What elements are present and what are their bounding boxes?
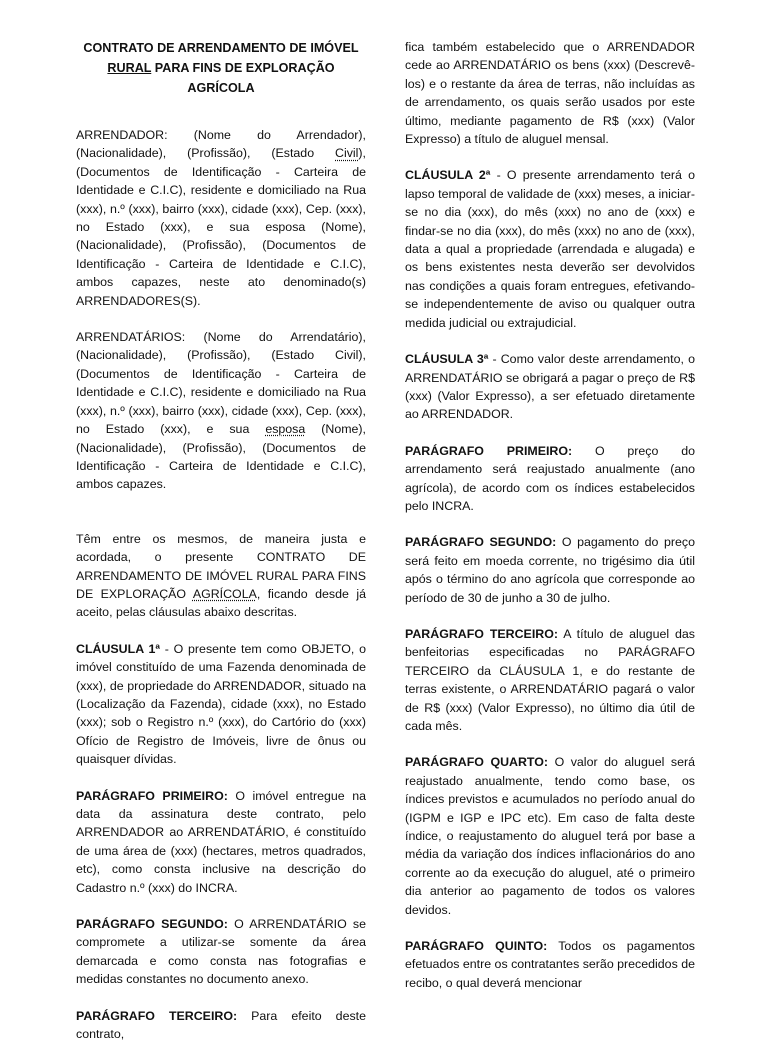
document-title bbox=[76, 38, 366, 98]
left-paragrafo-terceiro bbox=[76, 1007, 366, 1044]
right-paragrafo-quarto-label: PARÁGRAFO QUARTO: bbox=[405, 755, 549, 770]
left-paragrafo-segundo-text: O ARRENDATÁRIO se compromete a utilizar-se somente da área demarcada e como consta nas fotografias e medidas constantes no documento anexo. bbox=[76, 917, 366, 987]
right-paragrafo-quarto bbox=[405, 753, 695, 919]
left-paragrafo-segundo bbox=[76, 915, 366, 989]
right-paragrafo-terceiro-label: PARÁGRAFO TERCEIRO: bbox=[405, 626, 558, 641]
left-column bbox=[76, 38, 366, 1061]
arrendador-text-b: ), (Documentos de Identificação - Carteira de Identidade e C.I.C), residente e domiciliado na Rua (xxx), n.º (xxx), bairro (xxx), cidade (xxx), Cep. (xxx), no Estado (xxx), e sua esposa (Nome), (Nacionalidade), (Profissão), (Documentos de Identificação - Carteira de Identidade e C.I.C), ambos capazes, neste ato denominado(s) ARRENDADORES(S). bbox=[76, 146, 366, 308]
right-paragrafo-segundo-label: PARÁGRAFO SEGUNDO: bbox=[405, 535, 557, 550]
right-paragrafo-quarto-text: O valor do aluguel será reajustado anualmente, tendo como base, os índices previstos e acumulados no período anual do (IGPM e IGP e IPC etc). Em caso de falta deste índice, o reajustamento do aluguel terá por base a média da variação dos índices inflacionários do ano corrente ao da execução do aluguel, até o primeiro dia anterior ao pagamento de todos os valores devidos. bbox=[405, 755, 695, 917]
title-line-1: CONTRATO DE ARRENDAMENTO DE IMÓVEL bbox=[83, 41, 359, 55]
clausula-1-text: - O presente tem como OBJETO, o imóvel constituído de uma Fazenda denominada de (xxx), de propriedade do ARRENDADOR, situado na (Localização da Fazenda), cidade (xxx), no Estado (xxx); sob o Registro n.º (xxx), do Cartório do (xxx) Ofício de Registro de Imóveis, livre de ônus ou quaisquer dívidas. bbox=[76, 641, 366, 767]
clausula-1-label: CLÁUSULA 1ª bbox=[76, 641, 160, 656]
right-paragrafo-primeiro bbox=[405, 442, 695, 516]
left-paragrafo-terceiro-text: Para efeito deste contrato, bbox=[76, 1008, 366, 1042]
left-paragrafo-primeiro-label: PARÁGRAFO PRIMEIRO: bbox=[76, 788, 228, 803]
clausula-3 bbox=[405, 350, 695, 424]
intro-text-b: , ficando desde já aceito, pelas cláusulas abaixo descritas. bbox=[76, 586, 366, 620]
arrendatarios-paragraph bbox=[76, 328, 366, 494]
right-continuation: fica também estabelecido que o ARRENDADOR cede ao ARRENDATÁRIO os bens (xxx) (Descrevê-los) e o restante da área de terras, não incluídas as de arrendamento, os quais serão usados por este último, mediante pagamento de R$ (xxx) (Valor Expresso) a título de aluguel mensal. bbox=[405, 40, 695, 147]
clausula-3-text: - Como valor deste arrendamento, o ARRENDATÁRIO se obrigará a pagar o preço de R$ (xxx) (Valor Expresso), a ser efetuado diretamente ao ARRENDADOR. bbox=[405, 352, 695, 422]
left-paragrafo-segundo-label: PARÁGRAFO SEGUNDO: bbox=[76, 917, 228, 932]
clausula-2-label: CLÁUSULA 2ª bbox=[405, 168, 491, 183]
right-paragrafo-terceiro-text: A título de aluguel das benfeitorias especificadas no PARÁGRAFO TERCEIRO da CLÁUSULA 1, e do restante de terras existente, o ARRENDATÁRIO pagará o valor de R$ (xxx) (Valor Expresso), no último dia útil de cada mês. bbox=[405, 626, 695, 733]
title-line-2: PARA FINS DE EXPLORAÇÃO AGRÍCOLA bbox=[151, 61, 335, 95]
clausula-1 bbox=[76, 640, 366, 769]
arrendatarios-text-b: (Nome), (Nacionalidade), (Profissão), (Documentos de Identificação - Carteira de Identidade e C.I.C), ambos capazes. bbox=[76, 422, 366, 492]
clausula-2 bbox=[405, 166, 695, 332]
left-paragrafo-primeiro bbox=[76, 787, 366, 897]
right-paragrafo-terceiro bbox=[405, 625, 695, 735]
arrendador-paragraph bbox=[76, 126, 366, 310]
clausula-3-label: CLÁUSULA 3ª bbox=[405, 352, 489, 367]
left-paragrafo-primeiro-text: O imóvel entregue na data da assinatura deste contrato, pelo ARRENDADOR ao ARRENDATÁRIO, é constituído de uma área de (xxx) (hectares, metros quadrados, etc), como consta inclusive na descrição do Cadastro n.º (xxx) do INCRA. bbox=[76, 788, 366, 895]
arrendador-civil: Civil bbox=[335, 146, 359, 161]
clausula-2-text: - O presente arrendamento terá o lapso temporal de validade de (xxx) meses, a iniciar-se no dia (xxx), do mês (xxx) no ano de (xxx) e findar-se no dia (xxx), do mês (xxx) no ano de (xxx), data a qual a propriedade (arrendada e alugada) e os bens existentes nesta deverão ser devolvidos nas condições a quais foram entregues, efetivando-se independentemente de aviso ou qualquer outra medida judicial ou extrajudicial. bbox=[405, 168, 695, 330]
right-paragrafo-quinto-label: PARÁGRAFO QUINTO: bbox=[405, 939, 548, 954]
right-paragrafo-quinto bbox=[405, 937, 695, 992]
title-rural: RURAL bbox=[107, 61, 152, 75]
intro-text-a: Têm entre os mesmos, de maneira justa e acordada, o presente CONTRATO DE ARRENDAMENTO DE IMÓVEL RURAL PARA FINS DE EXPLORAÇÃO bbox=[76, 531, 366, 601]
arrendatarios-esposa: esposa bbox=[265, 422, 306, 437]
right-paragrafo-segundo bbox=[405, 533, 695, 607]
right-paragrafo-primeiro-text: O preço do arrendamento será reajustado anualmente (ano agrícola), de acordo com os índices estabelecidos pelo INCRA. bbox=[405, 443, 695, 513]
right-paragrafo-quinto-text: Todos os pagamentos efetuados entre os contratantes serão precedidos de recibo, o qual deverá mencionar bbox=[405, 939, 695, 990]
right-column bbox=[405, 38, 695, 1010]
arrendador-text-a: ARRENDADOR: (Nome do Arrendador), (Nacionalidade), (Profissão), (Estado bbox=[76, 128, 366, 161]
right-paragrafo-primeiro-label: PARÁGRAFO PRIMEIRO: bbox=[405, 443, 573, 458]
intro-paragraph bbox=[76, 530, 366, 622]
intro-agricola: AGRÍCOLA bbox=[192, 586, 257, 601]
right-paragrafo-segundo-text: O pagamento do preço será feito em moeda corrente, no trigésimo dia útil após o término do ano agrícola que corresponde ao período de 30 de junho a 30 de julho. bbox=[405, 535, 695, 605]
arrendatarios-text-a: ARRENDATÁRIOS: (Nome do Arrendatário), (Nacionalidade), (Profissão), (Estado Civil), (Documentos de Identificação - Carteira de Identidade e C.I.C), residente e domiciliado na Rua (xxx), n.º (xxx), bairro (xxx), cidade (xxx), Cep. (xxx), no Estado (xxx), e sua bbox=[76, 330, 366, 437]
left-paragrafo-terceiro-label: PARÁGRAFO TERCEIRO: bbox=[76, 1008, 238, 1023]
